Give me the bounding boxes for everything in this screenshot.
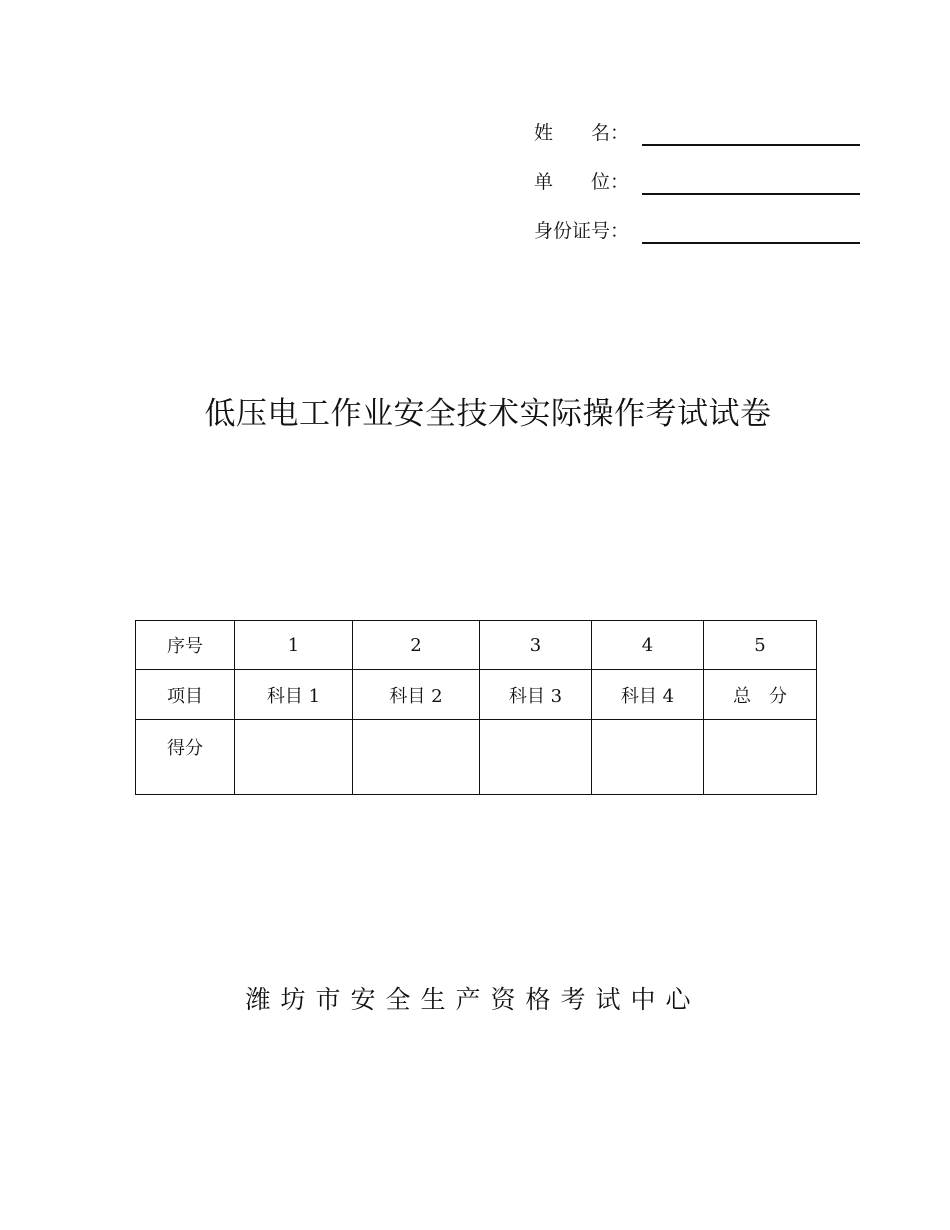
candidate-info-block [534, 112, 864, 259]
id-row [534, 210, 864, 259]
table-cell-score-2[interactable] [353, 720, 480, 795]
table-cell-number-4: 4 [592, 621, 704, 670]
id-number-fill-line[interactable] [642, 242, 860, 244]
issuing-organization: 潍坊市安全生产资格考试中心 [245, 985, 701, 1014]
unit-row [534, 161, 864, 210]
table-row-number [136, 621, 817, 670]
name-fill-line[interactable] [642, 144, 860, 146]
table-cell-subject-1: 科目 1 [235, 670, 353, 720]
id-number-label: 身份证号： [534, 220, 630, 242]
table-cell-score-header: 得分 [136, 720, 235, 795]
table-cell-subject-4: 科目 4 [592, 670, 704, 720]
unit-label: 单 位： [534, 171, 630, 193]
table-cell-subject-2: 科目 2 [353, 670, 480, 720]
table-cell-item-header: 项目 [136, 670, 235, 720]
table-cell-number-1: 1 [235, 621, 353, 670]
unit-fill-line[interactable] [642, 193, 860, 195]
name-row [534, 112, 864, 161]
table-row-item [136, 670, 817, 720]
table-cell-score-total[interactable] [704, 720, 817, 795]
table-cell-score-1[interactable] [235, 720, 353, 795]
score-table [135, 620, 817, 795]
exam-title: 低压电工作业安全技术实际操作考试试卷 [204, 396, 772, 432]
table-cell-number-header: 序号 [136, 621, 235, 670]
table-cell-score-3[interactable] [480, 720, 592, 795]
table-cell-number-3: 3 [480, 621, 592, 670]
table-cell-score-4[interactable] [592, 720, 704, 795]
table-cell-number-2: 2 [353, 621, 480, 670]
table-row-score [136, 720, 817, 795]
table-cell-subject-3: 科目 3 [480, 670, 592, 720]
name-label: 姓 名： [534, 122, 630, 144]
table-cell-number-5: 5 [704, 621, 817, 670]
table-cell-total: 总 分 [704, 670, 817, 720]
